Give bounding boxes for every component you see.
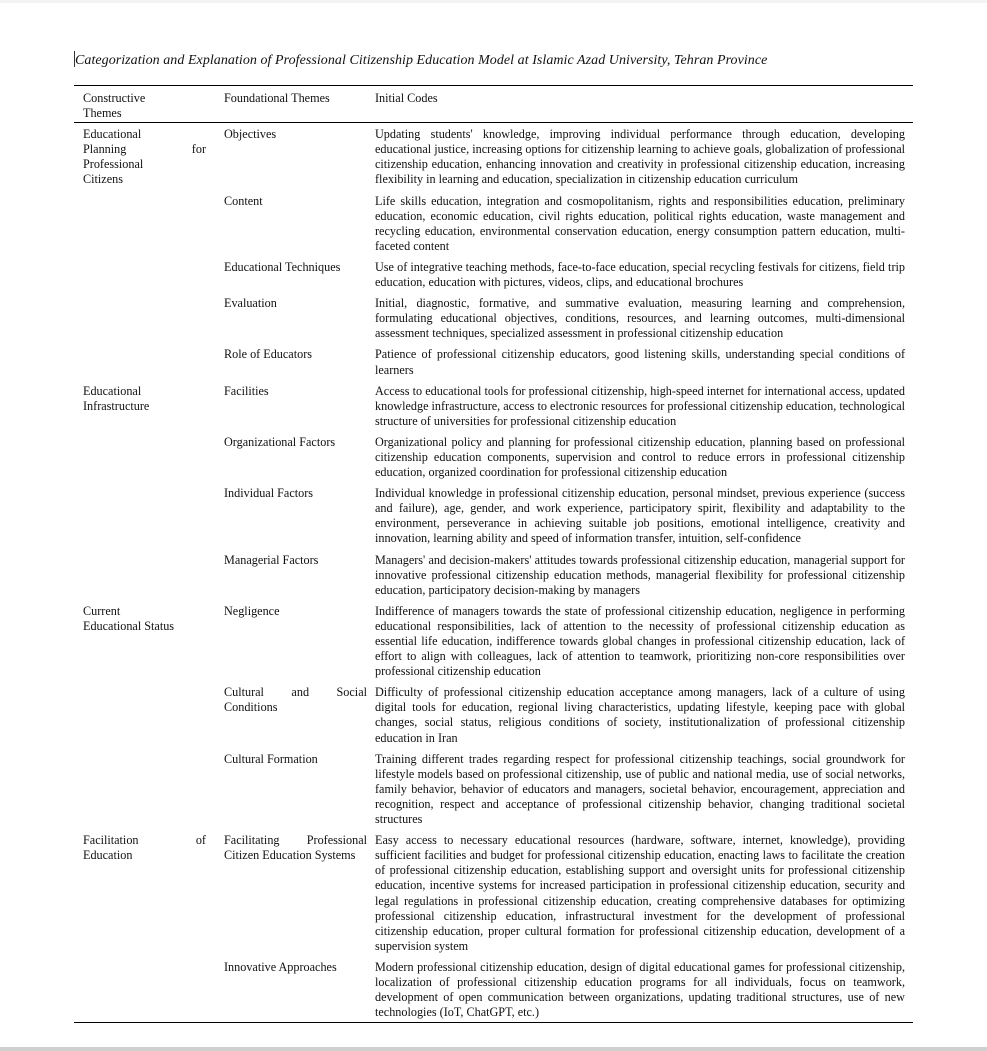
constructive-theme-cell — [74, 956, 224, 1023]
initial-codes-cell: Use of integrative teaching methods, face-to-face education, special recycling festivals for citizens, field trip education, education with pictures, videos, clips, and educational brochures — [375, 259, 905, 290]
initial-codes-cell: Life skills education, integration and cosmopolitanism, rights and responsibilities education, preliminary education, economic education, civil rights education, political rights education, waste management and recycling education, environmental conservation education, energy consumption pattern education, multi-faceted content — [375, 193, 905, 253]
constructive-theme-line: Planning for — [83, 142, 206, 157]
table-row — [74, 123, 913, 190]
initial-codes-cell: Managers' and decision-makers' attitudes towards professional citizenship education, managerial support for innovative professional citizenship education methods, managerial flexibility for professional citizenship education, participatory decision-making by managers — [375, 552, 905, 597]
foundational-theme-text: Managerial Factors — [224, 552, 319, 567]
table-row — [74, 190, 913, 256]
header-constructive-line2: Themes — [83, 106, 122, 121]
initial-codes-cell: Initial, diagnostic, formative, and summative evaluation, measuring learning and comprehension, formulating educational objectives, conditions, resources, and learning outcomes, multi-dimensional assessment techniques, specialized assessment in professional citizenship education — [375, 296, 905, 341]
initial-codes-cell: Indifference of managers towards the state of professional citizenship education, negligence in performing educational responsibilities, lack of attention to the necessity of professional citizenship education as essential life education, indifference towards global changes in professional citizenship education, lack of effort to align with colleagues, lack of attention to teamwork, prioritizing non-core responsibilities over professional citizenship education — [375, 603, 905, 679]
table-row — [74, 956, 913, 1023]
window-bottom-edge — [0, 1047, 987, 1051]
initial-codes-cell: Patience of professional citizenship educators, good listening skills, understanding special conditions of learners — [375, 347, 905, 377]
constructive-theme-cell — [74, 549, 224, 600]
constructive-theme-cell — [74, 343, 224, 379]
foundational-theme-cell — [224, 256, 375, 292]
constructive-theme-cell — [74, 600, 224, 681]
foundational-theme-cell — [224, 600, 375, 681]
foundational-theme-text: Content — [224, 193, 263, 208]
foundational-theme-cell — [224, 292, 375, 343]
constructive-theme-cell — [74, 482, 224, 548]
foundational-theme-cell — [224, 123, 375, 190]
table-body — [74, 123, 913, 1023]
foundational-theme-text: Evaluation — [224, 296, 277, 311]
foundational-theme-text: Educational Techniques — [224, 259, 341, 274]
foundational-theme-text: Objectives — [224, 127, 277, 142]
foundational-theme-text: Cultural and Social Conditions — [224, 685, 367, 715]
foundational-theme-cell — [224, 431, 375, 482]
foundational-theme-text: Cultural Formation — [224, 751, 318, 766]
constructive-theme-line: Facilitation of — [83, 833, 206, 848]
foundational-theme-cell — [224, 681, 375, 747]
table-caption[interactable] — [74, 51, 767, 69]
table-header-row — [74, 86, 913, 123]
constructive-theme-line: Citizens — [83, 172, 123, 187]
initial-codes-cell: Organizational policy and planning for professional citizenship education, planning based on professional citizenship education components, supervision and control to reduce errors in professional citizenship education, organized coordination for professional citizenship education — [375, 434, 905, 480]
constructive-theme-cell — [74, 748, 224, 829]
initial-codes-cell: Easy access to necessary educational resources (hardware, software, internet, knowledge), providing sufficient facilities and budget for professional citizenship education, enacting laws to facilitate the creation of professional citizenship education, establishing support and oversight units for professional citizenship education, incentive systems for increased participation in professional citizenship education, security and legal regulations in professional citizenship education, creating comprehensive databases for optimizing professional citizenship education, infrastructural investment for the development of professional citizenship education, proper cultural formation for professional citizenship education, development of a supervision system — [375, 833, 905, 953]
constructive-theme-line: Infrastructure — [83, 398, 150, 413]
constructive-theme-line: Education — [83, 848, 133, 863]
header-constructive-themes — [74, 86, 224, 123]
table-row — [74, 549, 913, 600]
foundational-theme-cell — [224, 380, 375, 431]
foundational-theme-cell — [224, 748, 375, 829]
header-foundational-themes: Foundational Themes — [224, 91, 330, 105]
foundational-theme-text: Individual Factors — [224, 486, 314, 501]
foundational-theme-cell — [224, 829, 375, 956]
constructive-theme-cell — [74, 681, 224, 747]
foundational-theme-text: Organizational Factors — [224, 434, 336, 449]
table-row — [74, 380, 913, 431]
constructive-theme-line: Educational Status — [83, 618, 175, 633]
foundational-theme-text: Negligence — [224, 603, 280, 618]
header-initial-codes: Initial Codes — [375, 91, 438, 105]
constructive-theme-line: Educational — [83, 127, 142, 142]
constructive-theme-cell — [74, 380, 224, 431]
constructive-theme-cell — [74, 256, 224, 292]
initial-codes-cell: Modern professional citizenship education, design of digital educational games for professional citizenship, localization of professional citizenship education programs for all individuals, focus on teamwork, development of open communication between organizations, updating traditional structures, use of new technologies (IoT, ChatGPT, etc.) — [375, 959, 905, 1020]
foundational-theme-text: Facilitating Professional Citizen Education Systems — [224, 833, 367, 863]
foundational-theme-cell — [224, 343, 375, 379]
initial-codes-cell: Difficulty of professional citizenship education acceptance among managers, lack of a culture of using digital tools for education, regional living characteristics, updating lifestyle, keeping pace with global changes, social status, religious conditions of society, institutionalization of professional citizenship education in Iran — [375, 685, 905, 745]
constructive-theme-line: Current — [83, 603, 121, 618]
constructive-theme-cell — [74, 292, 224, 343]
table-row — [74, 256, 913, 292]
table-row — [74, 829, 913, 956]
foundational-theme-cell — [224, 549, 375, 600]
foundational-theme-text: Innovative Approaches — [224, 959, 337, 974]
header-constructive-line1: Constructive — [83, 91, 146, 105]
foundational-theme-cell — [224, 482, 375, 548]
constructive-theme-cell — [74, 190, 224, 256]
table-row — [74, 431, 913, 482]
table-row — [74, 681, 913, 747]
table-row — [74, 292, 913, 343]
table-row — [74, 482, 913, 548]
foundational-theme-text: Facilities — [224, 383, 269, 398]
table-row — [74, 748, 913, 829]
initial-codes-cell: Access to educational tools for professional citizenship, high-speed internet for international access, updated knowledge infrastructure, access to electronic resources for professional citizenship education, technological structure of universities for professional citizenship education — [375, 383, 905, 428]
constructive-theme-cell — [74, 431, 224, 482]
initial-codes-cell: Updating students' knowledge, improving individual performance through education, developing educational justice, increasing options for citizenship learning to achieve goals, globalization of professional citizenship education, enhancing innovation and creativity in professional citizenship education, increasing flexibility in learning and education, specialization in citizenship education curriculum — [375, 127, 905, 187]
initial-codes-cell: Individual knowledge in professional citizenship education, personal mindset, previous experience (success and failure), age, gender, and work experience, participatory spirit, flexibility and adaptability to the environment, perseverance in achieving suitable job positions, emotional intelligence, creativity and innovation, learning ability and speed of information transfer, intuition, self-confidence — [375, 486, 905, 546]
themes-table — [74, 85, 913, 1023]
constructive-theme-line: Professional — [83, 157, 144, 172]
table-row — [74, 600, 913, 681]
foundational-theme-text: Role of Educators — [224, 347, 312, 362]
constructive-theme-cell — [74, 829, 224, 956]
table-row — [74, 343, 913, 379]
initial-codes-cell: Training different trades regarding respect for professional citizenship teachings, social groundwork for lifestyle models based on professional citizenship, use of public and national media, use of social networks, family behavior, behavior of educators and managers, societal behavior, encouragement, appreciation and recognition, respect and acceptance of professional citizenship behavior, changing traditional societal structures — [375, 751, 905, 827]
constructive-theme-cell — [74, 123, 224, 190]
constructive-theme-line: Educational — [83, 383, 142, 398]
foundational-theme-cell — [224, 956, 375, 1023]
foundational-theme-cell — [224, 190, 375, 256]
table-caption-text: Categorization and Explanation of Professional Citizenship Education Model at Islamic Azad University, Tehran Province — [75, 53, 768, 68]
